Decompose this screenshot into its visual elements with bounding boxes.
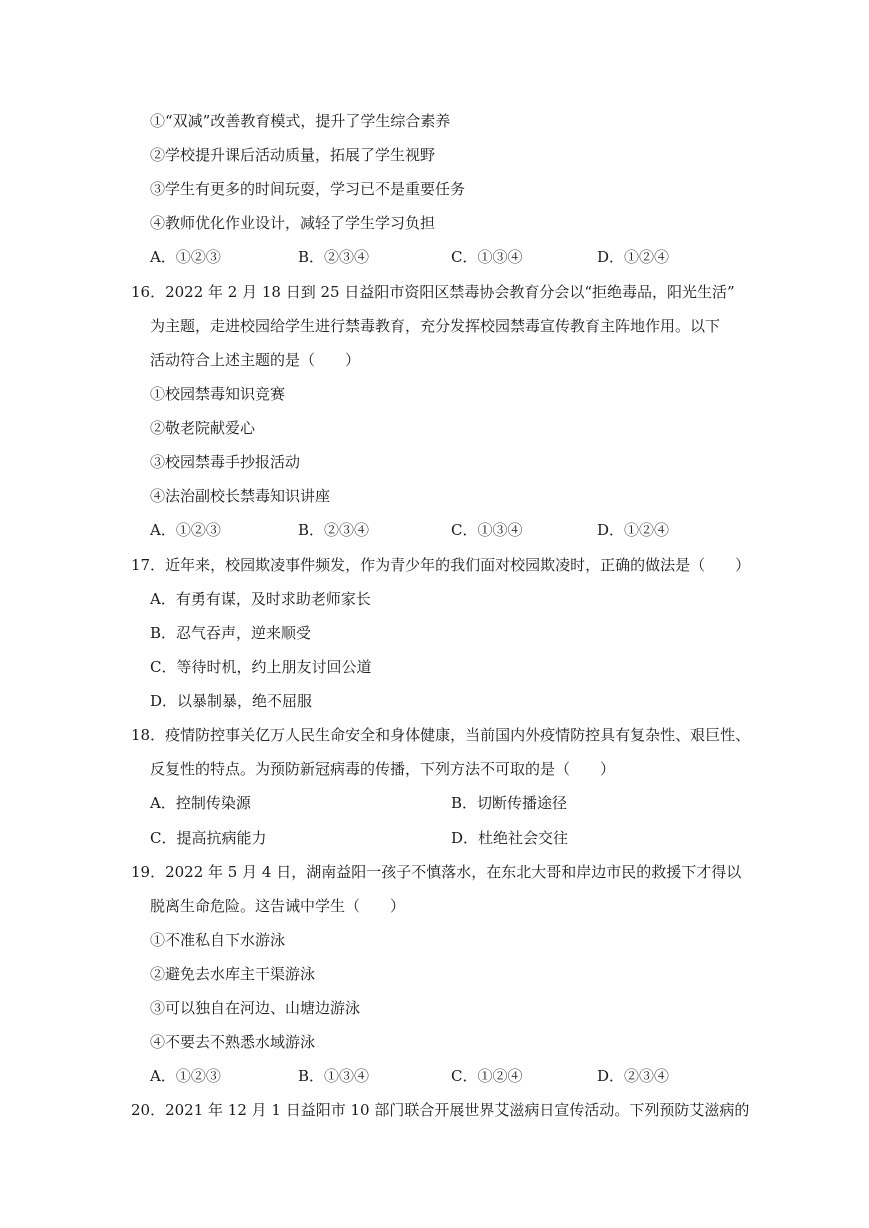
q15-item-2: ②学校提升课后活动质量，拓展了学生视野 [150,146,436,164]
q17-option-c: C．等待时机，约上朋友讨回公道 [150,658,372,676]
q15-option-a: A．①②③ [150,248,221,266]
q18-option-a: A．控制传染源 [150,794,251,812]
q19-stem-line-2: 脱离生命危险。这告诫中学生（ ） [150,897,406,915]
q16-option-b: B．②③④ [298,521,370,539]
q19-item-2: ②避免去水库主干渠游泳 [150,965,316,983]
q17-option-d: D．以暴制暴，绝不屈服 [150,692,313,710]
q17-option-b: B．忍气吞声，逆来顺受 [150,624,312,642]
q16-item-4: ④法治副校长禁毒知识讲座 [150,487,331,505]
q19-item-4: ④不要去不熟悉水域游泳 [150,1033,316,1051]
q15-option-d: D．①②④ [597,248,670,266]
q16-item-3: ③校园禁毒手抄报活动 [150,453,301,471]
q16-option-a: A．①②③ [150,521,221,539]
q19-option-a: A．①②③ [150,1067,221,1085]
q16-stem-line-1: 16．2022 年 2 月 18 日到 25 日益阳市资阳区禁毒协会教育分会以“拒绝毒品，阳光生活” [131,283,735,301]
q15-item-1: ①“双减”改善教育模式，提升了学生综合素养 [150,112,451,130]
q16-item-2: ②敬老院献爱心 [150,419,256,437]
q18-stem-line-1: 18．疫情防控事关亿万人民生命安全和身体健康，当前国内外疫情防控具有复杂性、艰巨性、 [131,726,751,744]
q18-stem-line-2: 反复性的特点。为预防新冠病毒的传播，下列方法不可取的是（ ） [150,760,616,778]
q15-item-3: ③学生有更多的时间玩耍，学习已不是重要任务 [150,180,466,198]
q16-option-c: C．①③④ [451,521,523,539]
q15-option-c: C．①③④ [451,248,523,266]
q18-option-d: D．杜绝社会交往 [451,829,569,847]
q19-option-c: C．①②④ [451,1067,523,1085]
q18-option-b: B．切断传播途径 [451,794,568,812]
q16-option-d: D．①②④ [597,521,670,539]
q19-option-b: B．①③④ [298,1067,370,1085]
q19-stem-line-1: 19．2022 年 5 月 4 日，湖南益阳一孩子不慎落水，在东北大哥和岸边市民的救援下才得以 [131,863,742,881]
q20-stem-line-1: 20．2021 年 12 月 1 日益阳市 10 部门联合开展世界艾滋病日宣传活动。下列预防艾滋病的 [131,1101,750,1119]
q16-stem-line-2: 为主题，走进校园给学生进行禁毒教育，充分发挥校园禁毒宣传教育主阵地作用。以下 [150,317,721,335]
q19-item-1: ①不准私自下水游泳 [150,931,286,949]
q16-stem-line-3: 活动符合上述主题的是（ ） [150,351,361,369]
q19-item-3: ③可以独自在河边、山塘边游泳 [150,999,361,1017]
q15-option-b: B．②③④ [298,248,370,266]
q15-item-4: ④教师优化作业设计，减轻了学生学习负担 [150,214,436,232]
q17-stem: 17．近年来，校园欺凌事件频发，作为青少年的我们面对校园欺凌时，正确的做法是（ ） [131,556,751,574]
q19-option-d: D．②③④ [597,1067,670,1085]
q17-option-a: A．有勇有谋，及时求助老师家长 [150,590,371,608]
q16-item-1: ①校园禁毒知识竞赛 [150,385,286,403]
q18-option-c: C．提高抗病能力 [150,829,267,847]
